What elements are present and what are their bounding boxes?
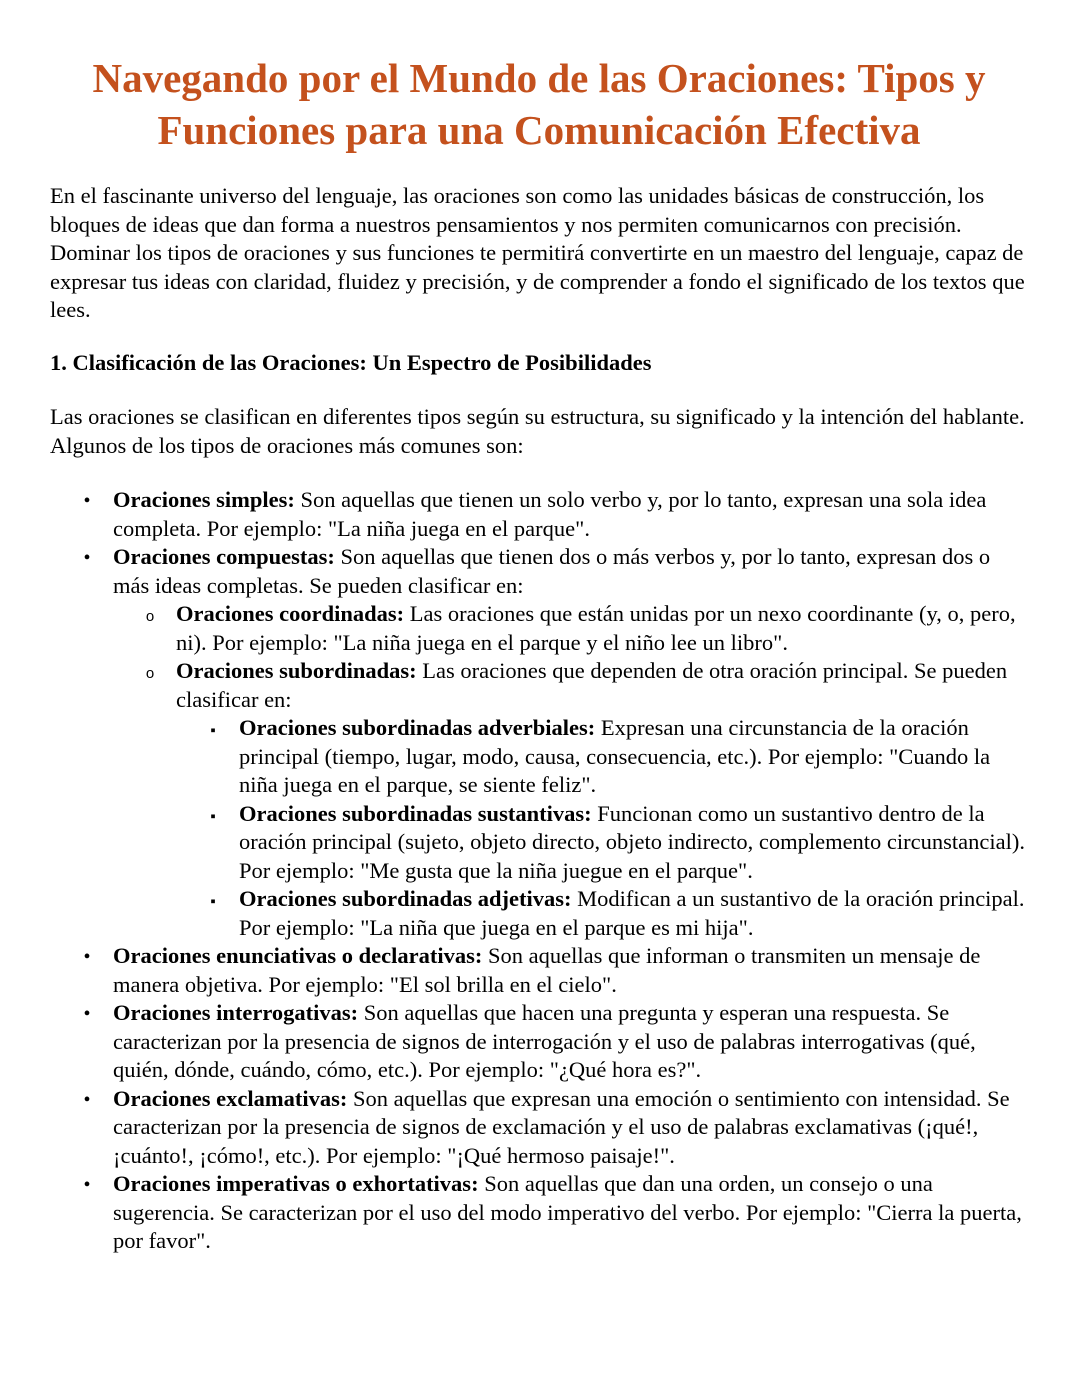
- list-item: [113, 1170, 1028, 1256]
- list-item-text: Modifican a un sustantivo de la oración principal. Por ejemplo: "La niña que juega en el parque es mi hija".: [239, 886, 1025, 940]
- bullet-square-icon: [203, 885, 223, 917]
- list-item-term: Oraciones subordinadas adjetivas:: [239, 886, 572, 911]
- list-item-term: Oraciones enunciativas o declarativas:: [113, 943, 483, 968]
- intro-paragraph: En el fascinante universo del lenguaje, las oraciones son como las unidades básicas de construcción, los bloques de ideas que dan forma a nuestros pensamientos y nos permiten comunicarnos con precisión. Dominar los tipos de oraciones y sus funciones te permitirá convertirte en un maestro del lenguaje, capaz de expresar tus ideas con claridad, fluidez y precisión, y de comprender a fondo el significado de los textos que lees.: [50, 183, 1025, 322]
- list-item: [113, 1085, 1028, 1171]
- list-item-term: Oraciones exclamativas:: [113, 1085, 348, 1111]
- bullet-dot-icon: [77, 1170, 97, 1200]
- bullet-square-icon: [203, 714, 223, 746]
- bullet-dot-icon: [77, 543, 97, 573]
- section-heading: 1. Clasificación de las Oraciones: Un Espectro de Posibilidades: [50, 349, 652, 375]
- list-item: [113, 942, 1028, 999]
- list-item: [113, 543, 1028, 942]
- list-item-term: Oraciones subordinadas:: [176, 658, 417, 683]
- list-item-term: Oraciones coordinadas:: [176, 601, 405, 626]
- subordinadas-sublist: [176, 714, 1028, 942]
- list-item-text: Las oraciones que están unidas por un nexo coordinante (y, o, pero, ni). Por ejemplo: "La niña juega en el parque y el niño lee un libro".: [176, 601, 1016, 655]
- list-item-term: Oraciones imperativas o exhortativas:: [113, 1171, 479, 1196]
- list-item-term: Oraciones subordinadas sustantivas:: [239, 800, 592, 826]
- list-item-term: Oraciones interrogativas:: [113, 1000, 359, 1025]
- list-item-text: Expresan una circunstancia de la oración principal (tiempo, lugar, modo, causa, consecuencia, etc.). Por ejemplo: "Cuando la niña juega en el parque, se siente feliz".: [239, 715, 991, 797]
- sentence-types-list: [50, 486, 1028, 1256]
- list-item-text: Son aquellas que tienen un solo verbo y, por lo tanto, expresan una sola idea completa. Por ejemplo: "La niña juega en el parque".: [113, 487, 987, 541]
- list-item-term: Oraciones simples:: [113, 487, 295, 512]
- bullet-square-icon: [203, 800, 223, 832]
- list-item-text: Son aquellas que hacen una pregunta y esperan una respuesta. Se caracterizan por la presencia de signos de interrogación y el uso de palabras interrogativas (qué, quién, dónde, cuándo, cómo, etc.). Por ejemplo: "¿Qué hora es?".: [113, 1000, 976, 1082]
- list-item-term: Oraciones compuestas:: [113, 544, 335, 569]
- compuestas-sublist: [113, 600, 1028, 942]
- bullet-circle-icon: [140, 657, 160, 689]
- sub-list-item: [176, 657, 1028, 942]
- list-item-text: Son aquellas que tienen dos o más verbos y, por lo tanto, expresan dos o más ideas completas. Se pueden clasificar en:: [113, 544, 991, 598]
- list-item-text: Son aquellas que informan o transmiten un mensaje de manera objetiva. Por ejemplo: "El sol brilla en el cielo".: [113, 943, 981, 997]
- sub-sub-list-item: [239, 714, 1028, 800]
- section-intro-paragraph: Las oraciones se clasifican en diferentes tipos según su estructura, su significado y la intención del hablante. Algunos de los tipos de oraciones más comunes son:: [50, 404, 1025, 458]
- list-item: [113, 999, 1028, 1085]
- list-item-text: Son aquellas que dan una orden, un consejo o una sugerencia. Se caracterizan por el uso del modo imperativo del verbo. Por ejemplo: "Cierra la puerta, por favor".: [113, 1171, 1022, 1253]
- bullet-dot-icon: [77, 486, 97, 516]
- bullet-dot-icon: [77, 1085, 97, 1115]
- bullet-dot-icon: [77, 999, 97, 1029]
- list-item: [113, 486, 1028, 543]
- sub-sub-list-item: [239, 885, 1028, 942]
- bullet-dot-icon: [77, 942, 97, 972]
- bullet-circle-icon: [140, 600, 160, 632]
- list-item-term: Oraciones subordinadas adverbiales:: [239, 715, 596, 740]
- page-title: Navegando por el Mundo de las Oraciones: Tipos y Funciones para una Comunicación Efectiva: [92, 55, 986, 153]
- list-item-text: Funcionan como un sustantivo dentro de la oración principal (sujeto, objeto directo, objeto indirecto, complemento circunstancial). Por ejemplo: "Me gusta que la niña juegue en el parque".: [239, 800, 1025, 883]
- sub-sub-list-item: [239, 800, 1028, 886]
- list-item-text: Las oraciones que dependen de otra oración principal. Se pueden clasificar en:: [176, 658, 1008, 712]
- list-item-text: Son aquellas que expresan una emoción o sentimiento con intensidad. Se caracterizan por la presencia de signos de exclamación y el uso de palabras exclamativas (¡qué!, ¡cuánto!, ¡cómo!, etc.). Por ejemplo: "¡Qué hermoso paisaje!".: [113, 1085, 1010, 1168]
- sub-list-item: [176, 600, 1028, 657]
